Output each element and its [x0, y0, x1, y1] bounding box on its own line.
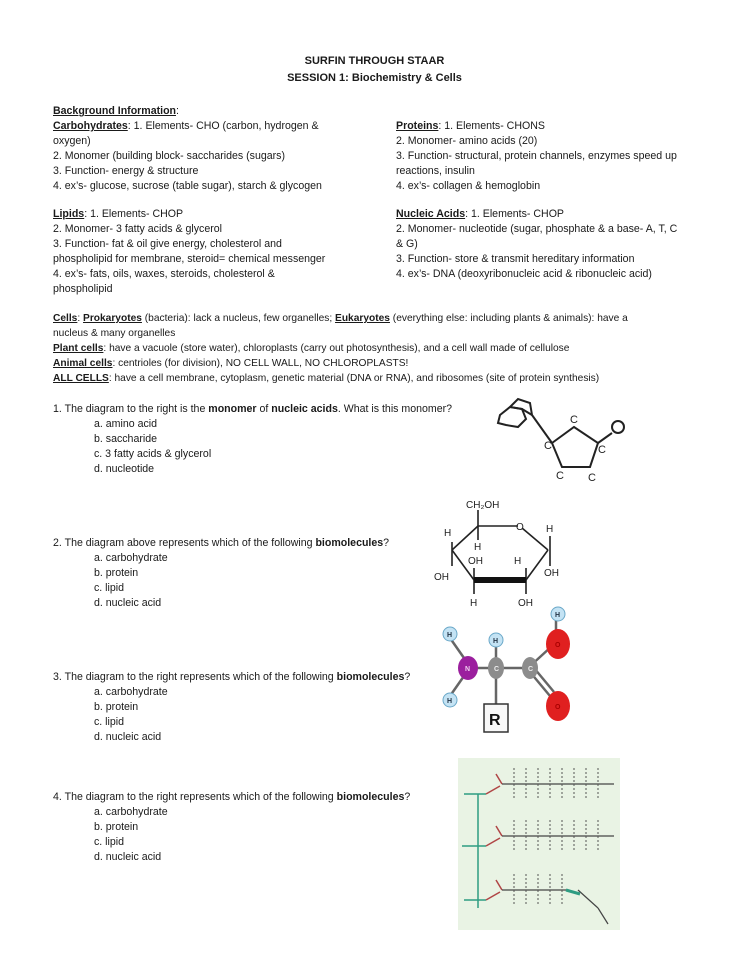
nucleic-line: 2. Monomer- nucleotide (sugar, phosphate & a base- A, T, C — [396, 223, 678, 235]
carbohydrates-block — [53, 119, 322, 194]
glucose-label: OH — [468, 556, 483, 567]
lipids-block — [53, 207, 325, 297]
cells-label: Cells — [53, 313, 78, 324]
question-2 — [53, 536, 389, 611]
nucleotide-diagram — [490, 395, 630, 485]
eukaryotes-label: Eukaryotes — [335, 313, 390, 324]
nucleic-acids-label: Nucleic Acids — [396, 208, 466, 220]
proteins-block — [396, 119, 677, 194]
glucose-ring-diagram — [430, 496, 560, 608]
nucleic-line: 4. ex’s- DNA (deoxyribonucleic acid & ribonucleic acid) — [396, 268, 652, 280]
glucose-label: H — [514, 556, 522, 567]
cells-block: Cells: Prokaryotes (bacteria): lack a nucleus, few organelles; Eukaryotes (everything else: including plants & animals): have a nucleus & many organelles Plant cells: have a vacuole (store water), chloroplasts (carry out photosynthesis), and a cell wall made of cellulose Animal cells: centrioles (for division), NO CELL WALL, NO CHLOROPLASTS! ALL CELLS: have a cell membrane, cytoplasm, genetic material (DNA or RNA), and ribosomes (site of protein synthesis) — [53, 313, 628, 384]
question-4-text: 4. The diagram to the right represents which of the following biomolecules? — [53, 791, 411, 803]
glucose-label: H — [474, 542, 482, 553]
protein-line: 4. ex’s- collagen & hemoglobin — [396, 180, 541, 192]
svg-text:H: H — [493, 638, 499, 645]
answer-option[interactable]: b. protein — [94, 567, 139, 579]
answer-option[interactable]: c. lipid — [94, 836, 125, 848]
plant-cells-text: : have a vacuole (store water), chloroplasts (carry out photosynthesis), and a cell wall made of cellulose — [103, 343, 570, 354]
document-subtitle: SESSION 1: Biochemistry & Cells — [287, 72, 462, 84]
glucose-label: H — [470, 598, 478, 608]
answer-option[interactable]: c. lipid — [94, 582, 125, 594]
nucleic-line: 3. Function- store & transmit hereditary information — [396, 253, 635, 265]
question-1 — [53, 402, 452, 477]
lipid-line: phospholipid — [53, 283, 113, 295]
atom-label: C — [588, 472, 596, 484]
question-2-text: 2. The diagram above represents which of the following biomolecules? — [53, 537, 390, 549]
svg-text:H: H — [447, 698, 453, 705]
question-1-text: 1. The diagram to the right is the monomer of nucleic acids. What is this monomer? — [53, 403, 453, 415]
lipid-line: 2. Monomer- 3 fatty acids & glycerol — [53, 223, 222, 235]
svg-text:H: H — [555, 612, 561, 619]
glucose-label: O — [516, 522, 524, 533]
eukaryotes-text: (everything else: including plants & animals): have a — [389, 313, 628, 324]
answer-option[interactable]: b. protein — [94, 821, 139, 833]
glucose-label: H — [546, 524, 554, 535]
svg-text:H: H — [447, 632, 453, 639]
protein-line: 3. Function- structural, protein channels, enzymes speed up — [396, 150, 677, 162]
atom-label: C — [544, 440, 552, 452]
amino-acid-diagram — [438, 602, 578, 738]
animal-cells-label: Animal cells — [53, 358, 113, 369]
animal-cells-text: : centrioles (for division), NO CELL WALL, NO CHLOROPLASTS! — [112, 358, 409, 369]
answer-option[interactable]: d. nucleic acid — [94, 597, 162, 609]
glucose-label: H — [444, 528, 452, 539]
eukaryotes-cont: nucleus & many organelles — [53, 328, 176, 339]
carbohydrates-label: Carbohydrates — [53, 120, 128, 132]
all-cells-text: : have a cell membrane, cytoplasm, genetic material (DNA or RNA), and ribosomes (site of protein synthesis) — [108, 373, 600, 384]
question-3 — [53, 670, 410, 745]
answer-option[interactable]: d. nucleic acid — [94, 851, 162, 863]
svg-text:C: C — [528, 666, 534, 673]
triglyceride-diagram — [458, 758, 620, 930]
nucleic-acids-block — [396, 207, 677, 282]
glucose-label: CH₂OH — [466, 500, 500, 511]
document-title: SURFIN THROUGH STAAR — [304, 55, 445, 67]
atom-label: C — [556, 470, 564, 482]
answer-option[interactable]: d. nucleic acid — [94, 731, 162, 743]
lipid-line: : 1. Elements- CHOP — [84, 208, 184, 220]
protein-line: reactions, insulin — [396, 165, 475, 177]
lipid-line: 4. ex’s- fats, oils, waxes, steroids, cholesterol & — [53, 268, 275, 280]
all-cells-label: ALL CELLS — [53, 373, 109, 384]
answer-option[interactable]: a. carbohydrate — [94, 806, 168, 818]
carb-line: : 1. Elements- CHO (carbon, hydrogen & — [127, 120, 319, 132]
svg-text:O: O — [555, 642, 561, 649]
plant-cells-label: Plant cells — [53, 343, 104, 354]
answer-option[interactable]: b. saccharide — [94, 433, 158, 445]
answer-option[interactable]: a. carbohydrate — [94, 686, 168, 698]
question-3-text: 3. The diagram to the right represents which of the following biomolecules? — [53, 671, 411, 683]
answer-option[interactable]: c. 3 fatty acids & glycerol — [94, 448, 212, 460]
answer-option[interactable]: d. nucleotide — [94, 463, 155, 475]
glucose-label: OH — [544, 568, 559, 579]
answer-option[interactable]: a. amino acid — [94, 418, 158, 430]
r-group-label: R — [489, 712, 501, 729]
nucleic-line: & G) — [396, 238, 418, 250]
answer-option[interactable]: c. lipid — [94, 716, 125, 728]
lipid-line: 3. Function- fat & oil give energy, cholesterol and — [53, 238, 282, 250]
glucose-label: OH — [518, 598, 533, 608]
prokaryotes-text: (bacteria): lack a nucleus, few organelles; — [141, 313, 336, 324]
question-4 — [53, 790, 410, 865]
svg-text:C: C — [494, 666, 500, 673]
lipids-label: Lipids — [53, 208, 85, 220]
protein-line: : 1. Elements- CHONS — [438, 120, 545, 132]
carb-line: 4. ex’s- glucose, sucrose (table sugar), starch & glycogen — [53, 180, 322, 192]
carb-line: 3. Function- energy & structure — [53, 165, 199, 177]
atom-label: C — [570, 414, 578, 426]
answer-option[interactable]: b. protein — [94, 701, 139, 713]
protein-line: 2. Monomer- amino acids (20) — [396, 135, 538, 147]
answer-option[interactable]: a. carbohydrate — [94, 552, 168, 564]
carb-line: oxygen) — [53, 135, 91, 147]
background-heading: Background Information: — [53, 105, 179, 117]
svg-text:N: N — [465, 666, 471, 673]
nucleic-line: : 1. Elements- CHOP — [465, 208, 564, 220]
atom-label: C — [598, 444, 606, 456]
proteins-label: Proteins — [396, 120, 439, 132]
glucose-label: OH — [434, 572, 449, 583]
svg-text:O: O — [555, 704, 561, 711]
prokaryotes-label: Prokaryotes — [83, 313, 142, 324]
lipid-line: phospholipid for membrane, steroid= chemical messenger — [53, 253, 326, 265]
carb-line: 2. Monomer (building block- saccharides (sugars) — [53, 150, 285, 162]
